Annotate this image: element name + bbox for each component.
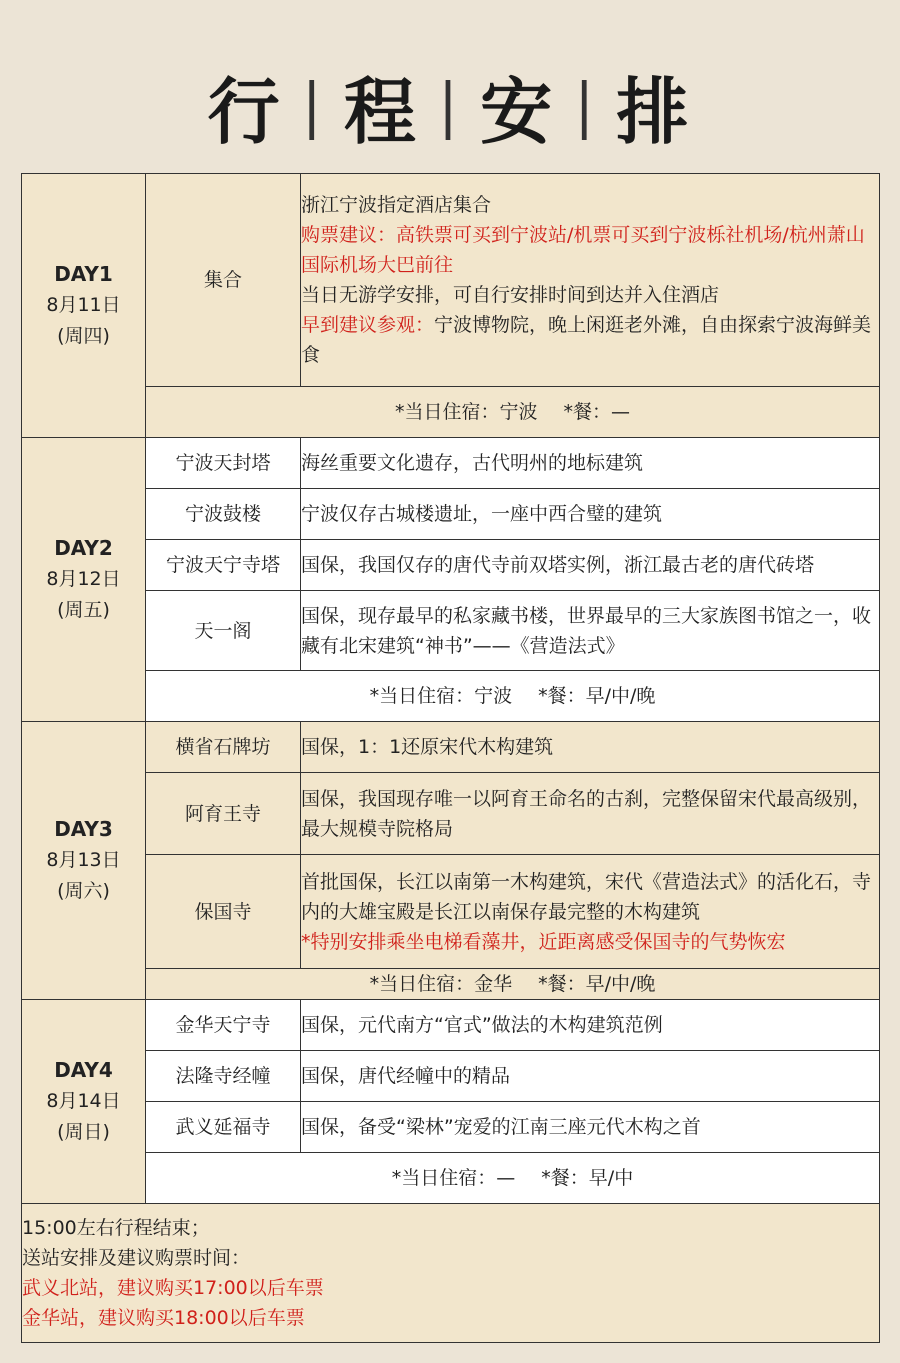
table-row (22, 1000, 880, 1051)
place-cell: 宁波天宁寺塔 (146, 540, 301, 591)
place-cell: 金华天宁寺 (146, 1000, 301, 1051)
table-row (22, 1051, 880, 1102)
description-cell: 海丝重要文化遗存，古代明州的地标建筑 (301, 438, 880, 489)
place-cell: 集合 (146, 174, 301, 387)
page-title (0, 58, 900, 153)
table-row (22, 671, 880, 722)
day-label: DAY4 (54, 1058, 113, 1082)
day-cell (22, 438, 146, 722)
day-date: 8月13日 (46, 849, 121, 871)
lodging-text: *当日住宿：金华 (369, 973, 513, 995)
lodging-text: *当日住宿：宁波 (394, 401, 538, 423)
description-line: 浙江宁波指定酒店集合 (301, 194, 492, 216)
table-row (22, 855, 880, 969)
description-cell: 国保，现存最早的私家藏书楼，世界最早的三大家族图书馆之一，收藏有北宋建筑“神书”——《营造法式》 (301, 591, 880, 671)
day-weekday: (周五) (57, 599, 110, 621)
day-date: 8月12日 (46, 568, 121, 590)
title-char: 安 (480, 68, 557, 154)
title-separator: | (574, 70, 599, 141)
lodging-text: *当日住宿：— (391, 1167, 516, 1189)
title-separator: | (437, 70, 463, 141)
footer-line: 15:00左右行程结束； (22, 1217, 210, 1239)
day-weekday: (周日) (57, 1121, 110, 1143)
day-weekday: (周四) (57, 325, 110, 347)
description-cell: 国保，备受“梁林”宠爱的江南三座元代木构之首 (301, 1102, 880, 1153)
table-row (22, 1102, 880, 1153)
itinerary-table (21, 173, 880, 1343)
title-char: 行 (207, 68, 284, 154)
table-row (22, 1153, 880, 1204)
description-cell: 宁波仅存古城楼遗址，一座中西合璧的建筑 (301, 489, 880, 540)
lodging-cell (146, 387, 880, 438)
ticket-advice: 购票建议：高铁票可买到宁波站/机票可买到宁波栎社机场/杭州萧山国际机场大巴前往 (301, 224, 865, 276)
place-cell: 法隆寺经幢 (146, 1051, 301, 1102)
place-cell: 横省石牌坊 (146, 722, 301, 773)
day-label: DAY1 (54, 262, 113, 286)
special-note: *特别安排乘坐电梯看藻井，近距离感受保国寺的气势恢宏 (301, 930, 786, 953)
description-cell: 国保，元代南方“官式”做法的木构建筑范例 (301, 1000, 880, 1051)
meals-text: *餐：— (563, 401, 631, 423)
description-cell: 国保，唐代经幢中的精品 (301, 1051, 880, 1102)
place-cell: 宁波鼓楼 (146, 489, 301, 540)
lodging-text: *当日住宿：宁波 (369, 685, 513, 707)
meals-text: *餐：早/中/晚 (538, 685, 656, 707)
early-arrival-text: 宁波博物院，晚上闲逛老外滩，自由探索宁波海鲜美食 (301, 314, 872, 366)
description-cell: 国保，我国仅存的唐代寺前双塔实例，浙江最古老的唐代砖塔 (301, 540, 880, 591)
station-advice: 金华站，建议购买18:00以后车票 (22, 1307, 305, 1329)
lodging-cell (146, 969, 880, 1000)
place-cell: 武义延福寺 (146, 1102, 301, 1153)
footer-line: 送站安排及建议购票时间： (22, 1247, 251, 1269)
title-separator: | (301, 70, 326, 141)
description-cell (301, 855, 880, 969)
day-cell (22, 722, 146, 1000)
day-cell (22, 1000, 146, 1204)
table-row (22, 1204, 880, 1343)
place-cell: 保国寺 (146, 855, 301, 969)
table-row (22, 489, 880, 540)
description-cell: 国保，1：1还原宋代木构建筑 (301, 722, 880, 773)
meals-text: *餐：早/中 (541, 1167, 634, 1189)
description-cell: 国保，我国现存唯一以阿育王命名的古刹，完整保留宋代最高级别，最大规模寺院格局 (301, 773, 880, 855)
lodging-cell (146, 1153, 880, 1204)
station-advice: 武义北站，建议购买17:00以后车票 (22, 1277, 324, 1299)
description-cell (301, 174, 880, 387)
meals-text: *餐：早/中/晚 (538, 973, 656, 995)
day-cell (22, 174, 146, 438)
day-label: DAY3 (54, 817, 113, 841)
table-row (22, 722, 880, 773)
footer-cell (22, 1204, 880, 1343)
place-cell: 宁波天封塔 (146, 438, 301, 489)
table-row (22, 591, 880, 671)
place-cell: 天一阁 (146, 591, 301, 671)
day-date: 8月11日 (46, 294, 121, 316)
place-cell: 阿育王寺 (146, 773, 301, 855)
lodging-cell (146, 671, 880, 722)
day-date: 8月14日 (46, 1090, 121, 1112)
day-label: DAY2 (54, 536, 113, 560)
title-char: 程 (343, 68, 420, 154)
table-row (22, 969, 880, 1000)
early-arrival-label: 早到建议参观： (301, 314, 435, 336)
table-row (22, 773, 880, 855)
table-row (22, 438, 880, 489)
table-row (22, 387, 880, 438)
description-line: 当日无游学安排，可自行安排时间到达并入住酒店 (301, 284, 720, 306)
description-line (301, 310, 879, 370)
day-weekday: (周六) (57, 880, 110, 902)
table-row (22, 540, 880, 591)
table-row (22, 174, 880, 387)
title-char: 排 (616, 68, 693, 154)
description-line: 首批国保，长江以南第一木构建筑，宋代《营造法式》的活化石，寺内的大雄宝殿是长江以南保存最完整的木构建筑 (301, 870, 872, 923)
